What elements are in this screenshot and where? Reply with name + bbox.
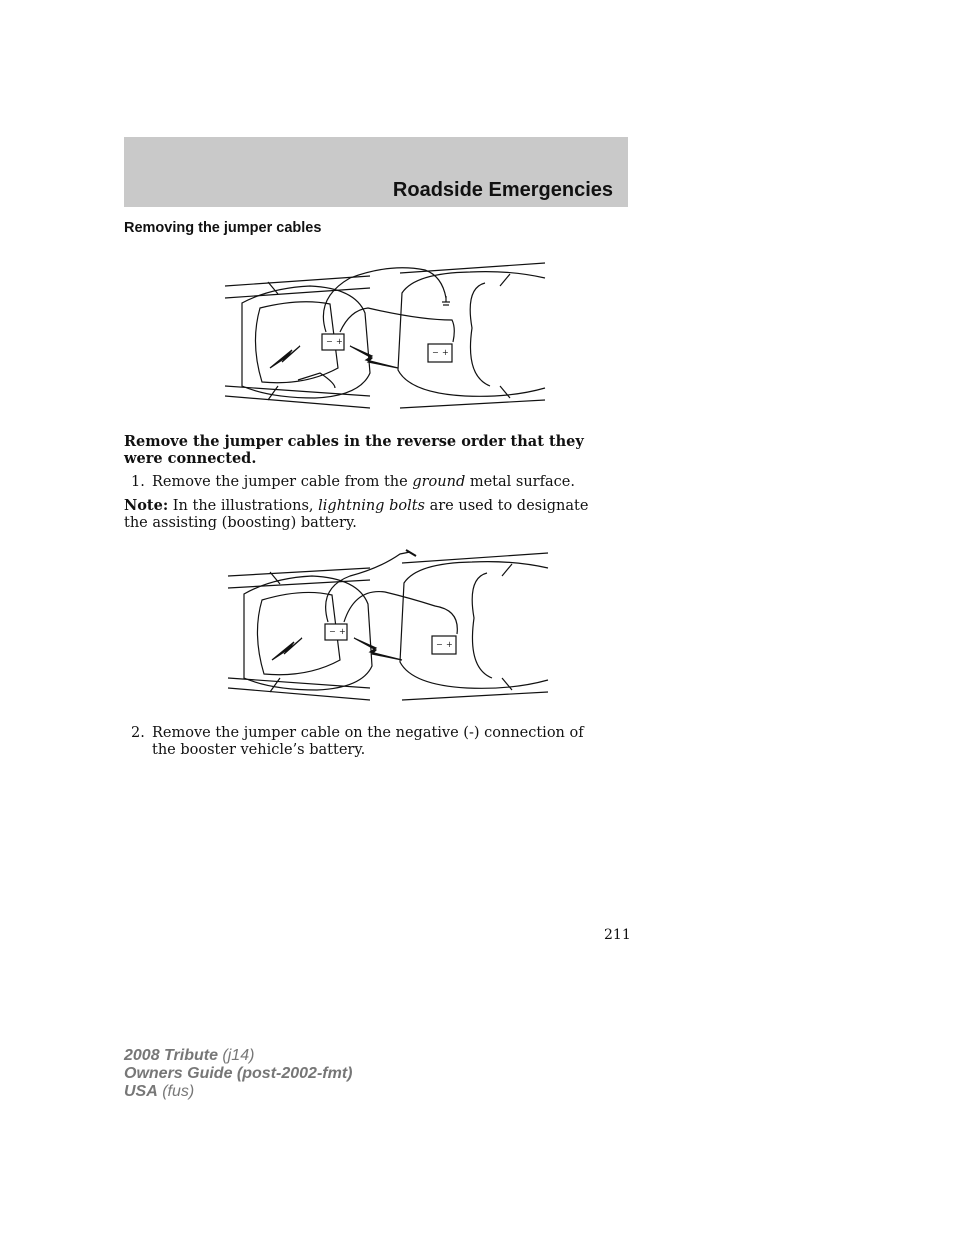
- lightning-bolt-icon: [350, 346, 398, 368]
- svg-text:+: +: [442, 348, 449, 357]
- page-number: 211: [604, 927, 631, 943]
- svg-text:−: −: [326, 337, 333, 346]
- svg-text:−: −: [436, 640, 443, 649]
- page-title: Roadside Emergencies: [392, 179, 613, 201]
- svg-text:+: +: [339, 627, 346, 636]
- battery-left-icon: [322, 334, 344, 350]
- reverse-order-instruction: Remove the jumper cables in the reverse order that they were connected.: [124, 433, 584, 467]
- footer: 2008 Tribute (j14) Owners Guide (post-2002-fmt) USA (fus): [124, 1047, 353, 1100]
- step-number: 1.: [131, 474, 145, 490]
- jumper-cable: [340, 308, 454, 342]
- note: Note: In the illustrations, lightning bolts are used to designate the assisting (boosting) battery.: [124, 497, 589, 531]
- step-1: 1. Remove the jumper cable from the ground metal surface.: [131, 474, 575, 490]
- jumper-cable-illustration-1: [220, 258, 560, 418]
- lightning-bolt-icon: [270, 346, 300, 368]
- note-label: Note:: [124, 497, 169, 514]
- svg-text:−: −: [329, 627, 336, 636]
- svg-text:+: +: [446, 640, 453, 649]
- section-heading: Removing the jumper cables: [124, 220, 322, 236]
- step-number: 2.: [131, 725, 145, 741]
- step-2: 2. Remove the jumper cable on the negative (-) connection of the booster vehicle’s battery.: [131, 725, 584, 758]
- header-band: [124, 137, 628, 207]
- svg-text:−: −: [432, 348, 439, 357]
- svg-text:+: +: [336, 337, 343, 346]
- battery-right-icon: [428, 344, 452, 362]
- jumper-cable-illustration-2: [220, 548, 560, 708]
